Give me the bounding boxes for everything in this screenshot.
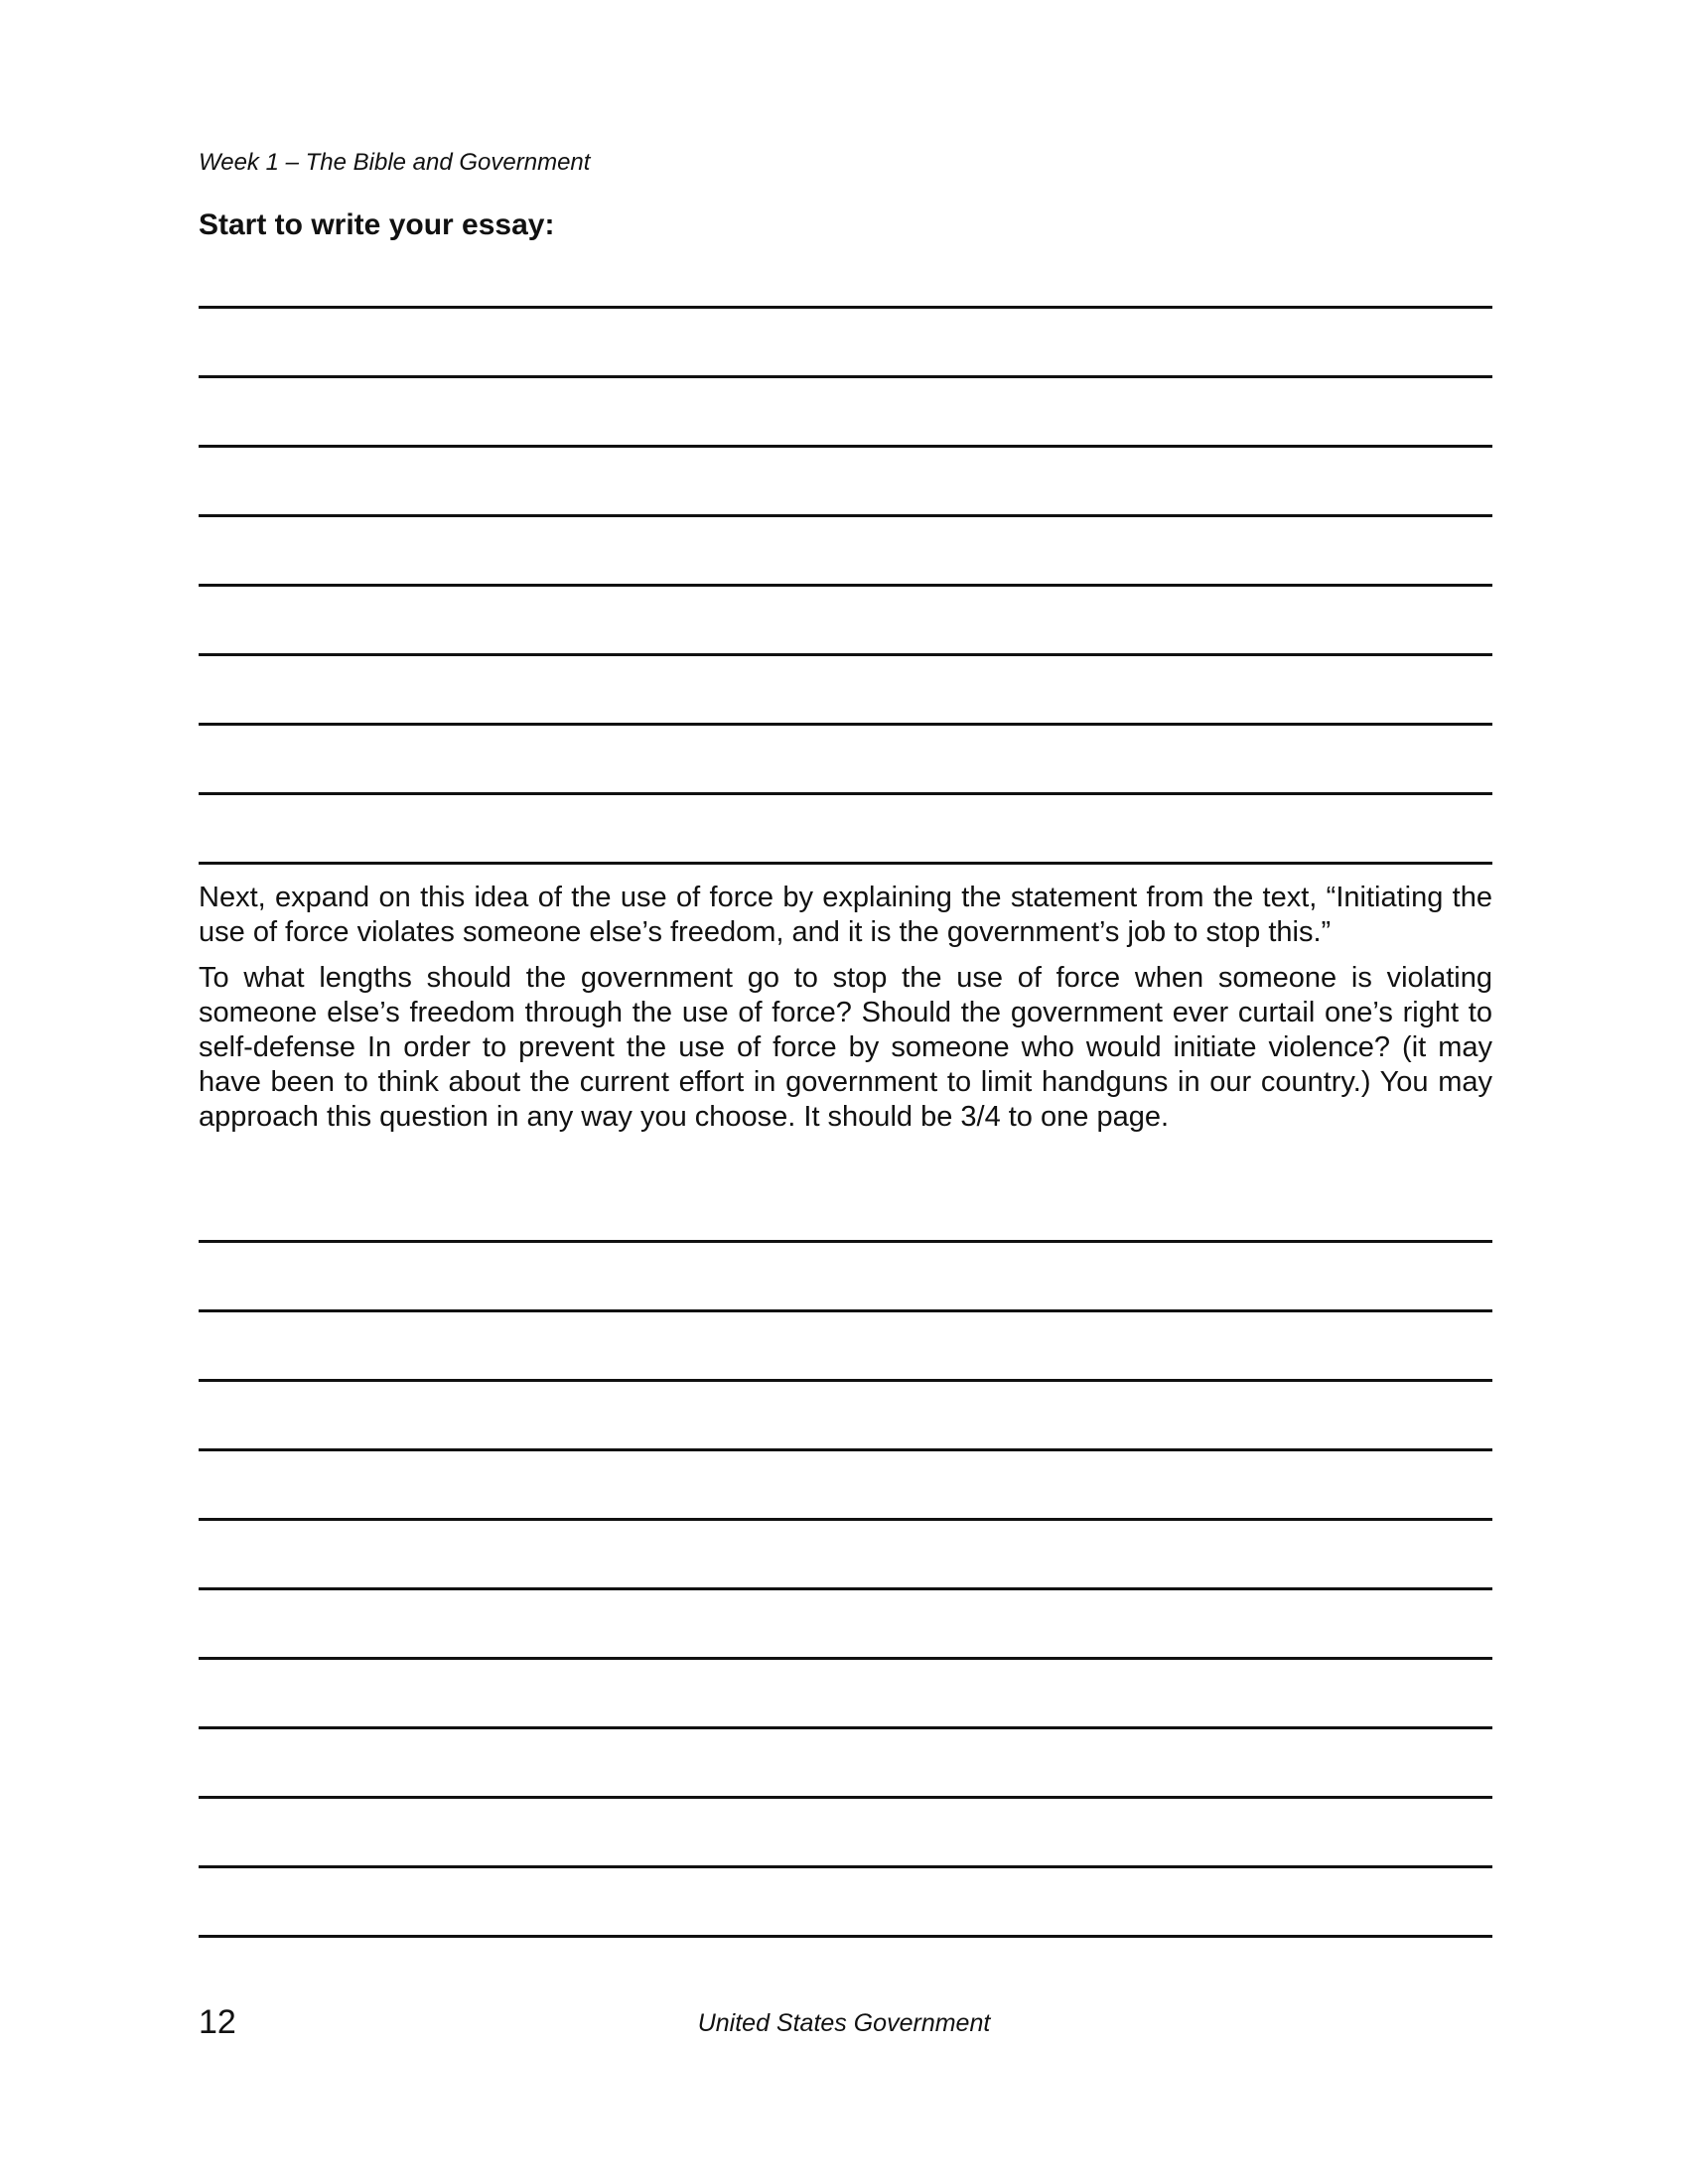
writing-line[interactable] — [199, 653, 1492, 656]
writing-line[interactable] — [199, 584, 1492, 587]
essay-heading: Start to write your essay: — [199, 208, 555, 241]
writing-line[interactable] — [199, 306, 1492, 309]
writing-line[interactable] — [199, 1865, 1492, 1868]
writing-line[interactable] — [199, 514, 1492, 517]
writing-line[interactable] — [199, 792, 1492, 795]
writing-lines-second — [199, 1240, 1492, 2004]
writing-line[interactable] — [199, 862, 1492, 865]
writing-line[interactable] — [199, 1240, 1492, 1243]
running-foot-title: United States Government — [697, 2009, 991, 2037]
writing-line[interactable] — [199, 1448, 1492, 1451]
writing-line[interactable] — [199, 1935, 1492, 1938]
writing-line[interactable] — [199, 1379, 1492, 1382]
writing-lines-first — [199, 306, 1492, 931]
writing-line[interactable] — [199, 1726, 1492, 1729]
essay-prompts — [199, 881, 1492, 1146]
writing-line[interactable] — [199, 375, 1492, 378]
writing-line[interactable] — [199, 1309, 1492, 1312]
writing-line[interactable] — [199, 723, 1492, 726]
prompt-paragraph-force-statement: Next, expand on this idea of the use of force by explaining the statement from the text, “Initiating the use of force violates someone else’s freedom, and it is the government’s job to stop this.” — [199, 882, 1492, 948]
running-head-title: Week 1 – The Bible and Government — [199, 149, 591, 176]
writing-line[interactable] — [199, 1587, 1492, 1590]
writing-line[interactable] — [199, 1796, 1492, 1799]
writing-line[interactable] — [199, 445, 1492, 448]
page-number: 12 — [199, 2003, 236, 2041]
writing-line[interactable] — [199, 1518, 1492, 1521]
writing-line[interactable] — [199, 1657, 1492, 1660]
prompt-paragraph-government-lengths: To what lengths should the government go to stop the use of force when someone is violating someone else’s freedom through the use of force? Should the government ever curtail one’s right to self-defense In order to prevent the use of force by someone who would initiate violence? (it may have been to think about the current effort in government to limit handguns in our country.) You may approach this question in any way you choose. It should be 3/4 to one page. — [199, 962, 1492, 1133]
